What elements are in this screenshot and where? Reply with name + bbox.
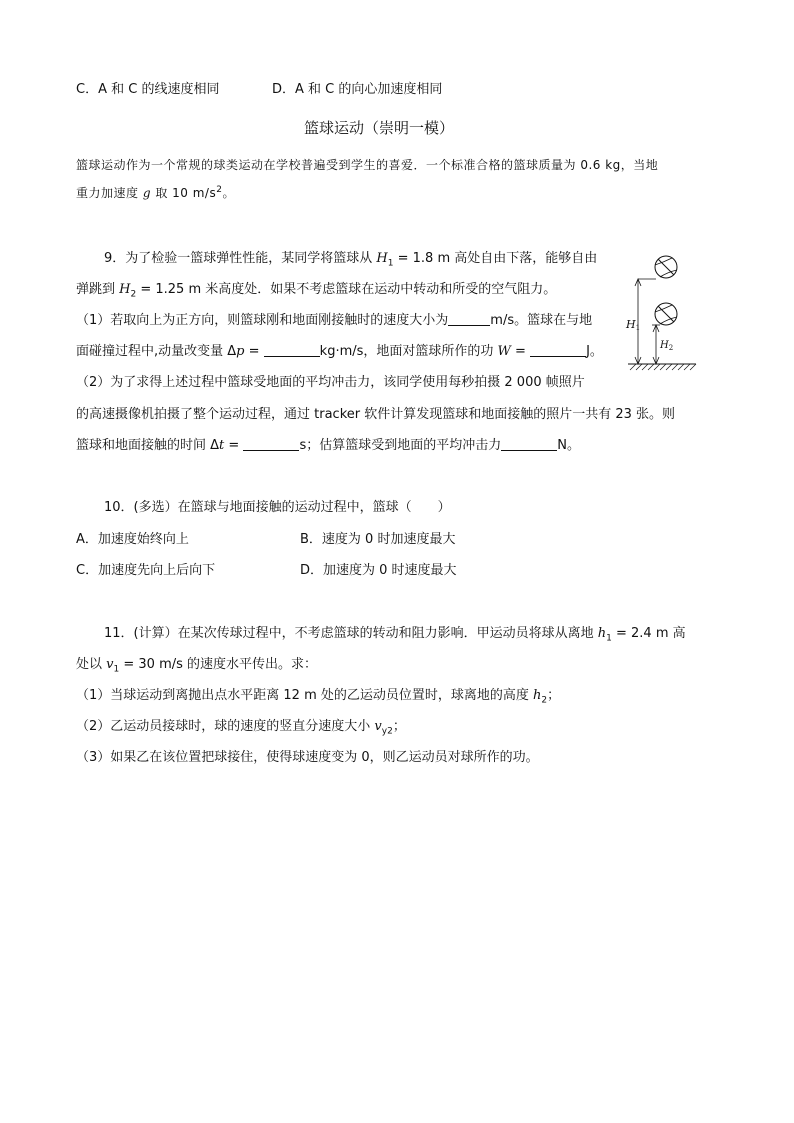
answer-blank-velocity[interactable] xyxy=(448,311,490,326)
q10-option-b[interactable]: B．速度为 0 时加速度最大 xyxy=(300,532,456,547)
ground-hatch-icon xyxy=(628,364,696,370)
option-c-prev: C．A 和 C 的线速度相同 xyxy=(76,82,220,97)
arrow-h1-icon xyxy=(635,279,641,364)
q10-option-d[interactable]: D．加速度为 0 时速度最大 xyxy=(300,563,457,578)
answer-blank-momentum[interactable] xyxy=(264,342,320,357)
basketball-top-icon xyxy=(655,256,677,278)
q10-option-c[interactable]: C．加速度先向上后向下 xyxy=(76,563,216,578)
arrow-h2-icon xyxy=(653,325,659,364)
q9-line-1: 9．为了检验一篮球弹性性能，某同学将篮球从 $H_1 = 1.8$ m 高处自由下落，能够自由 xyxy=(104,251,598,269)
q9-line-2: 弹跳到 $H_2 = 1.25$ m 米高度处．如果不考虑篮球在运动中转动和所受的空气阻力。 xyxy=(76,282,557,300)
q9-line-4: 面碰撞过程中,动量改变量 Δp = kg·m/s，地面对篮球所作的功 W = J。 xyxy=(76,344,603,359)
q11-line-1: 11．(计算）在某次传球过程中，不考虑篮球的转动和阻力影响．甲运动员将球从离地 $h_1 = 2.4$ m 高 xyxy=(104,626,686,644)
intro-line-2: 重力加速度 g 取 10 $m/s^2$。 xyxy=(76,185,235,200)
q10-option-a[interactable]: A．加速度始终向上 xyxy=(76,532,189,547)
q11-part-3: （3）如果乙在该位置把球接住，使得球速度变为 0，则乙运动员对球所作的功。 xyxy=(76,750,539,765)
answer-blank-work[interactable] xyxy=(530,342,586,357)
q11-part-1: （1）当球运动到离抛出点水平距离 12 m 处的乙运动员位置时，球离地的高度 $h_2$； xyxy=(76,688,561,706)
intro-line-1: 篮球运动作为一个常规的球类运动在学校普遍受到学生的喜爱．一个标准合格的篮球质量为 0.6 kg，当地 xyxy=(76,158,659,172)
basketball-bounce-figure xyxy=(624,248,704,372)
q11-line-2: 处以 $v_1 = 30$ m/s 的速度水平传出。求： xyxy=(76,657,318,675)
section-title: 篮球运动（崇明一模） xyxy=(304,119,455,137)
option-d-prev: D．A 和 C 的向心加速度相同 xyxy=(272,82,443,97)
q9-line-5: （2）为了求得上述过程中篮球受地面的平均冲击力，该同学使用每秒拍摄 2 000 帧照片 xyxy=(76,375,585,390)
label-h2: $H_2$ xyxy=(660,340,674,352)
answer-blank-force[interactable] xyxy=(501,436,557,451)
label-h1: H1 xyxy=(626,318,641,332)
q9-line-3: （1）若取向上为正方向，则篮球刚和地面刚接触时的速度大小为 m/s。篮球在与地 xyxy=(76,313,593,328)
q11-part-2: （2）乙运动员接球时，球的速度的竖直分速度大小 $v_{y2}$； xyxy=(76,719,406,737)
answer-blank-time[interactable] xyxy=(243,436,299,451)
basketball-bottom-icon xyxy=(655,303,677,325)
q9-line-7: 篮球和地面接触的时间 Δt = s；估算篮球受到地面的平均冲击力 N。 xyxy=(76,438,580,453)
q10-stem: 10．(多选）在篮球与地面接触的运动过程中，篮球（ ） xyxy=(104,500,451,515)
q9-line-6: 的高速摄像机拍摄了整个运动过程，通过 tracker 软件计算发现篮球和地面接触的照片一共有 23 张。则 xyxy=(76,407,676,422)
